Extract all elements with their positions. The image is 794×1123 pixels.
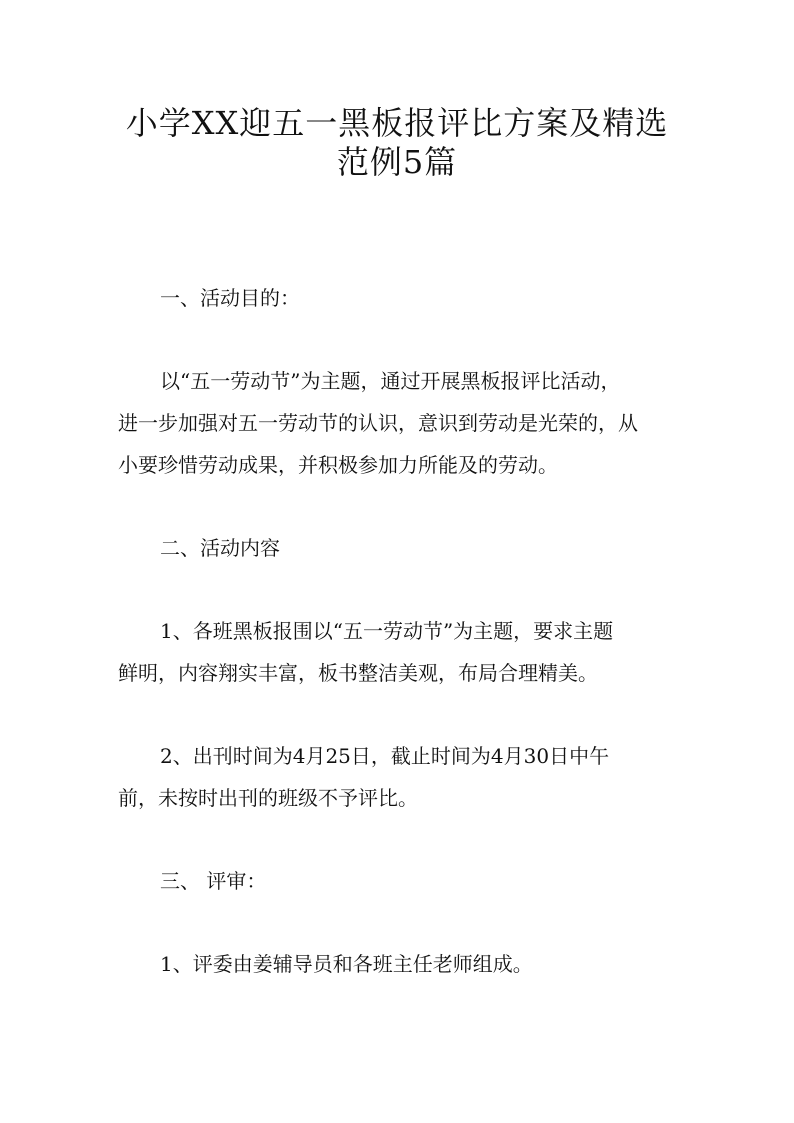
paragraph-line: 以“五一劳动节”为主题，通过开展黑板报评比活动， [160,369,621,393]
document-title-line-1: 小学XX迎五一黑板报评比方案及精选 [125,104,669,142]
paragraph-line: 1、评委由姜辅导员和各班主任老师组成。 [160,952,533,976]
paragraph-line: 小要珍惜劳动成果，并积极参加力所能及的劳动。 [118,453,558,477]
paragraph-line: 前，未按时出刊的班级不予评比。 [118,786,418,810]
document-title-line-2: 范例5篇 [336,143,458,181]
section-heading-review: 三、 评审： [160,869,267,893]
paragraph-line: 鲜明，内容翔实丰富，板书整洁美观，布局合理精美。 [118,661,598,685]
section-heading-content: 二、活动内容 [160,536,280,560]
section-heading-purpose: 一、活动目的： [160,286,300,310]
paragraph-line: 1、各班黑板报围以“五一劳动节”为主题，要求主题 [160,619,614,643]
paragraph-line: 2、出刊时间为4月25日，截止时间为4月30日中午 [160,744,610,768]
paragraph-line: 进一步加强对五一劳动节的认识，意识到劳动是光荣的，从 [118,411,638,435]
